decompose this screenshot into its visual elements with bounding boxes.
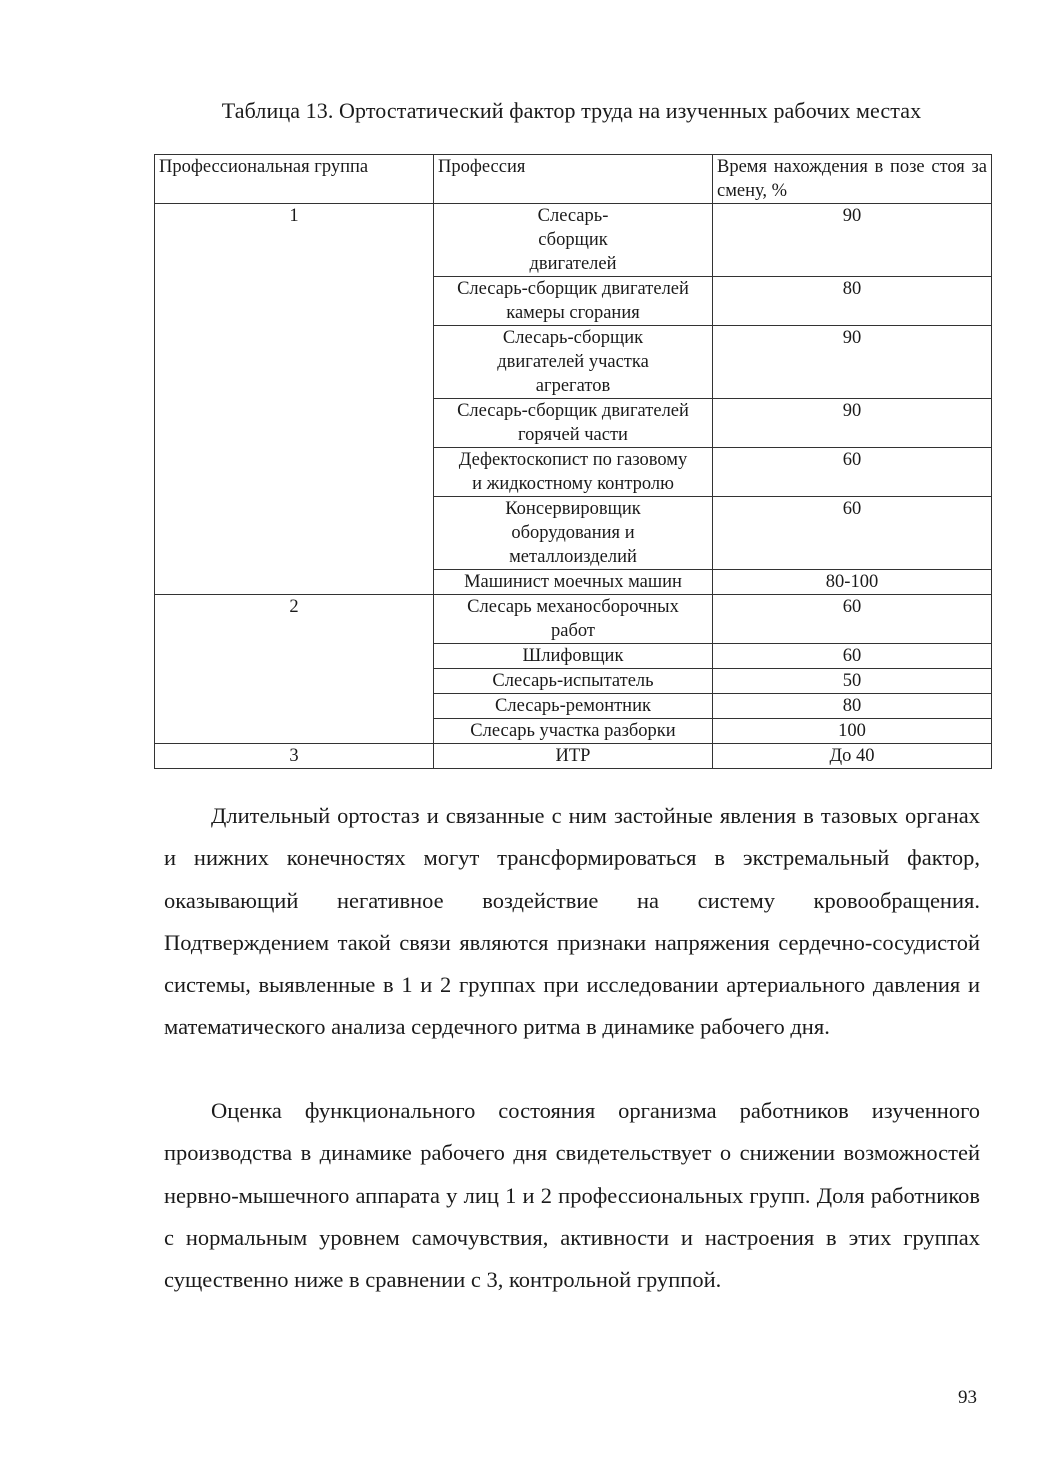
- time-cell: 60: [713, 644, 992, 669]
- time-cell: 50: [713, 669, 992, 694]
- table-header-row: [155, 155, 992, 204]
- table-row: [155, 744, 992, 769]
- header-profession: Профессия: [434, 155, 713, 204]
- profession-cell: Слесарь механосборочных работ: [434, 595, 713, 644]
- time-cell: 80-100: [713, 570, 992, 595]
- paragraph-text: Оценка функционального состояния организма работников изученного производства в динамике рабочего дня свидетельствует о снижении возможностей нервно-мышечного аппарата у лиц 1 и 2 профессиональных групп. Доля работников с нормальным уровнем самочувствия, активности и настроения в этих группах существенно ниже в сравнении с 3, контрольной группой.: [164, 1098, 980, 1293]
- page-number: 93: [958, 1387, 977, 1408]
- profession-cell: Слесарь участка разборки: [434, 719, 713, 744]
- group-cell: 1: [155, 204, 434, 595]
- time-cell: 100: [713, 719, 992, 744]
- data-table: [154, 154, 992, 769]
- group-cell: 3: [155, 744, 434, 769]
- time-cell: 80: [713, 277, 992, 326]
- group-cell: 2: [155, 595, 434, 744]
- time-cell: 60: [713, 497, 992, 570]
- header-time: Время нахождения в позе стоя за смену, %: [713, 155, 992, 204]
- profession-cell: Дефектоскопист по газовому и жидкостному контролю: [434, 448, 713, 497]
- time-cell: 90: [713, 326, 992, 399]
- time-cell: 90: [713, 204, 992, 277]
- paragraph-text: Длительный ортостаз и связанные с ним застойные явления в тазовых органах и нижних конечностях могут трансформироваться в экстремальный фактор, оказывающий негативное воздействие на систему кровообращения. Подтверждением такой связи являются признаки напряжения сердечно-сосудистой системы, выявленные в 1 и 2 группах при исследовании артериального давления и математического анализа сердечного ритма в динамике рабочего дня.: [164, 803, 980, 1040]
- profession-cell: Слесарь-ремонтник: [434, 694, 713, 719]
- profession-cell: Слесарь-сборщик двигателей горячей части: [434, 399, 713, 448]
- header-group: Профессиональная группа: [155, 155, 434, 204]
- profession-cell: ИТР: [434, 744, 713, 769]
- time-cell: 80: [713, 694, 992, 719]
- profession-cell: Слесарь-сборщик двигателей камеры сгорания: [434, 277, 713, 326]
- profession-cell: Слесарь-сборщик двигателей: [434, 204, 713, 277]
- profession-cell: Слесарь-сборщик двигателей участка агрегатов: [434, 326, 713, 399]
- time-cell: До 40: [713, 744, 992, 769]
- body-paragraph: [164, 795, 980, 1049]
- profession-cell: Шлифовщик: [434, 644, 713, 669]
- table-row: [155, 595, 992, 644]
- table-caption: Таблица 13. Ортостатический фактор труда на изученных рабочих местах: [221, 98, 922, 123]
- time-cell: 60: [713, 448, 992, 497]
- table-row: [155, 204, 992, 277]
- body-paragraph: [164, 1090, 980, 1301]
- profession-cell: Машинист моечных машин: [434, 570, 713, 595]
- time-cell: 60: [713, 595, 992, 644]
- time-cell: 90: [713, 399, 992, 448]
- profession-cell: Консервировщик оборудования и металлоизделий: [434, 497, 713, 570]
- profession-cell: Слесарь-испытатель: [434, 669, 713, 694]
